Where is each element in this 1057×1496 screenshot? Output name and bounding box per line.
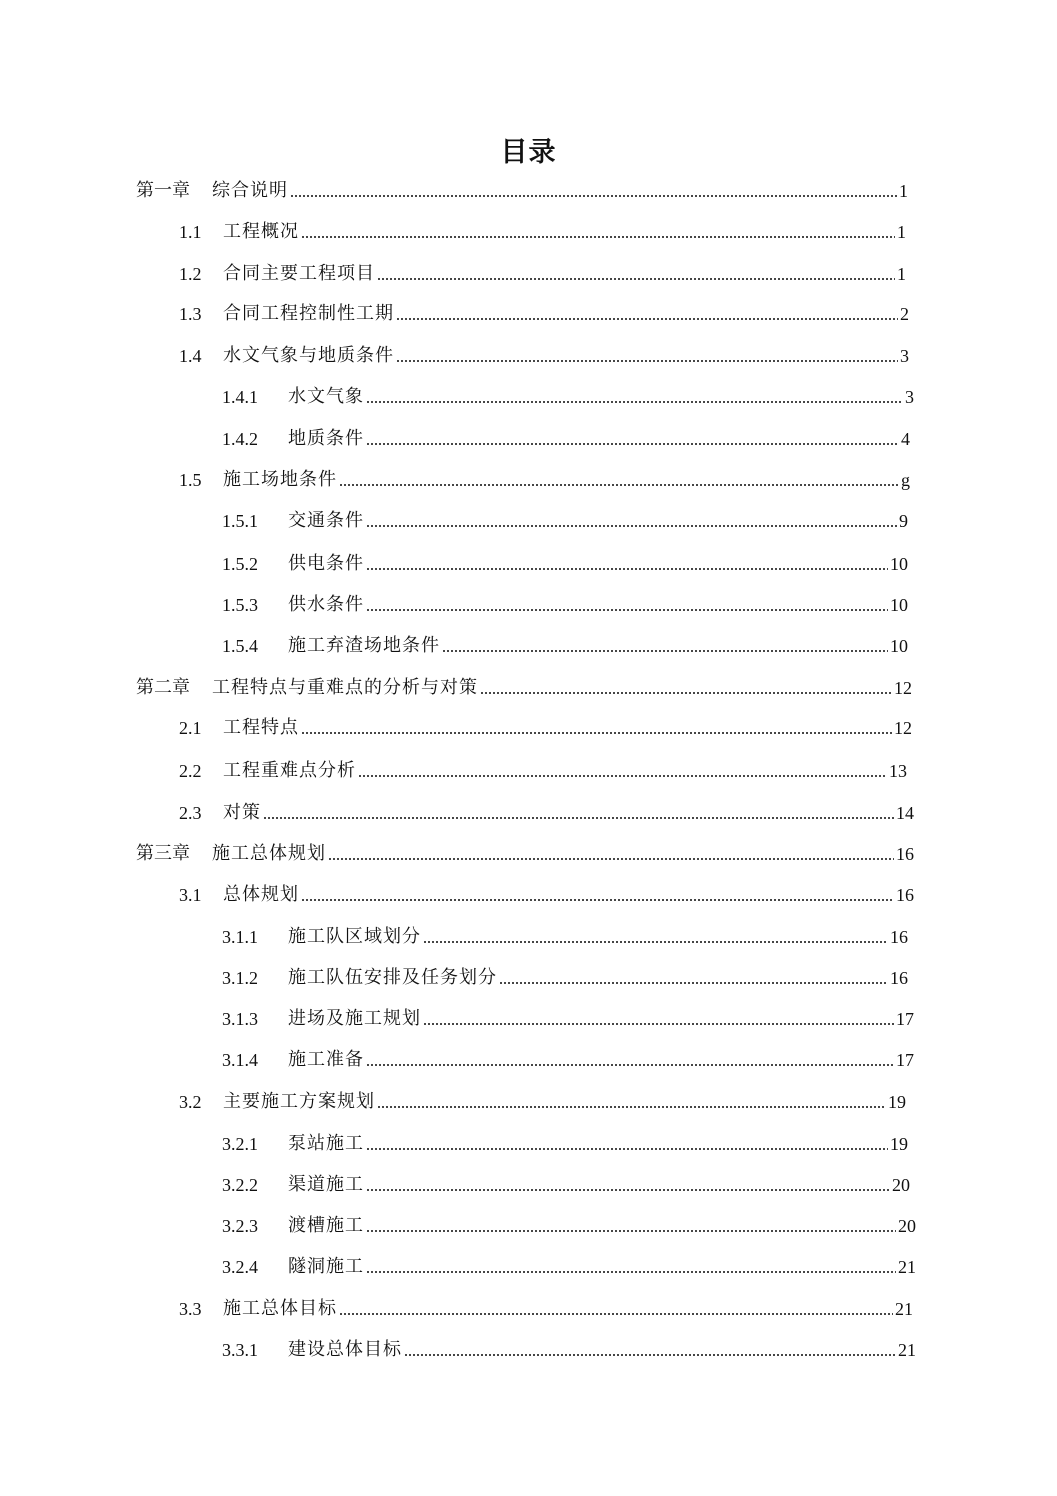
toc-entry-number: 3.2.4 — [222, 1257, 258, 1277]
toc-entry-title: 交通条件 — [288, 510, 364, 531]
toc-entry-title: 合同工程控制性工期 — [223, 303, 394, 324]
toc-entry-page: 20 — [898, 1216, 916, 1236]
toc-dot-leader — [290, 194, 897, 198]
toc-dot-leader — [423, 940, 888, 944]
toc-entry-title: 主要施工方案规划 — [223, 1091, 375, 1112]
toc-entry-2-2[interactable] — [179, 752, 907, 782]
toc-entry-title: 合同主要工程项目 — [223, 263, 375, 284]
toc-entry-1-1[interactable] — [179, 213, 906, 243]
toc-dot-leader — [366, 608, 888, 612]
toc-dot-leader — [423, 1022, 894, 1026]
toc-entry-page: 1 — [897, 222, 906, 242]
toc-entry-3-1-2[interactable] — [222, 959, 908, 989]
toc-entry-title: 工程特点与重难点的分析与对策 — [212, 677, 478, 698]
toc-entry-1-5-1[interactable] — [222, 502, 908, 532]
toc-entry-title: 水文气象与地质条件 — [223, 345, 394, 366]
toc-entry-page: 16 — [896, 885, 914, 905]
toc-entry-number: 1.5.2 — [222, 554, 258, 574]
toc-entry-number: 2.3 — [179, 803, 202, 823]
toc-entry-title: 泵站施工 — [288, 1133, 364, 1154]
toc-entry-number: 3.1.4 — [222, 1050, 258, 1070]
toc-entry-3-3[interactable] — [179, 1290, 913, 1320]
toc-entry-title: 施工准备 — [288, 1049, 364, 1070]
toc-dot-leader — [366, 567, 888, 571]
toc-entry-title: 进场及施工规划 — [288, 1008, 421, 1029]
toc-dot-leader — [366, 442, 899, 446]
toc-entry-3-2[interactable] — [179, 1083, 906, 1113]
toc-entry-page: 3 — [900, 346, 909, 366]
toc-dot-leader — [366, 1229, 896, 1233]
toc-entry-1-4-2[interactable] — [222, 420, 910, 450]
toc-entry-title: 施工弃渣场地条件 — [288, 635, 440, 656]
toc-entry-chapter-3[interactable] — [136, 835, 914, 865]
toc-entry-title: 总体规划 — [223, 884, 299, 905]
toc-entry-title: 工程概况 — [223, 221, 299, 242]
toc-dot-leader — [301, 731, 892, 735]
toc-entry-3-2-4[interactable] — [222, 1248, 916, 1278]
toc-entry-title: 渡槽施工 — [288, 1215, 364, 1236]
toc-entry-page: 9 — [899, 511, 908, 531]
toc-dot-leader — [263, 816, 894, 820]
toc-dot-leader — [396, 359, 898, 363]
toc-entry-number: 2.2 — [179, 761, 202, 781]
toc-entry-1-5[interactable] — [179, 461, 910, 491]
toc-entry-title: 施工队伍安排及任务划分 — [288, 967, 497, 988]
toc-entry-page: 17 — [896, 1009, 914, 1029]
toc-entry-title: 建设总体目标 — [288, 1339, 402, 1360]
toc-entry-title: 渠道施工 — [288, 1174, 364, 1195]
toc-entry-title: 对策 — [223, 802, 261, 823]
toc-dot-leader — [358, 774, 887, 778]
toc-dot-leader — [366, 1147, 888, 1151]
toc-entry-number: 1.4 — [179, 346, 202, 366]
toc-entry-number: 1.5 — [179, 470, 202, 490]
toc-entry-page: 20 — [892, 1175, 910, 1195]
toc-entry-page: 19 — [890, 1134, 908, 1154]
toc-entry-page: 12 — [894, 678, 912, 698]
toc-entry-2-1[interactable] — [179, 709, 912, 739]
toc-entry-title: 供电条件 — [288, 553, 364, 574]
toc-entry-page: 10 — [890, 595, 908, 615]
toc-entry-number: 3.2.3 — [222, 1216, 258, 1236]
toc-entry-page: 1 — [899, 181, 908, 201]
toc-dot-leader — [301, 898, 894, 902]
toc-entry-1-5-3[interactable] — [222, 586, 908, 616]
toc-entry-1-4-1[interactable] — [222, 378, 914, 408]
toc-dot-leader — [366, 1188, 890, 1192]
toc-entry-title: 水文气象 — [288, 386, 364, 407]
toc-entry-page: 17 — [896, 1050, 914, 1070]
toc-entry-3-3-1[interactable] — [222, 1331, 916, 1361]
toc-entry-title: 隧洞施工 — [288, 1256, 364, 1277]
toc-dot-leader — [339, 483, 899, 487]
toc-dot-leader — [442, 649, 888, 653]
toc-entry-1-2[interactable] — [179, 255, 906, 285]
toc-entry-page: 19 — [888, 1092, 906, 1112]
toc-entry-page: 3 — [905, 387, 914, 407]
toc-dot-leader — [366, 524, 897, 528]
toc-entry-page: 4 — [901, 429, 910, 449]
toc-entry-page: 16 — [890, 927, 908, 947]
toc-entry-number: 1.5.3 — [222, 595, 258, 615]
toc-entry-chapter-2[interactable] — [136, 669, 912, 699]
toc-dot-leader — [366, 400, 903, 404]
toc-entry-3-2-2[interactable] — [222, 1166, 910, 1196]
toc-entry-title: 施工队区域划分 — [288, 926, 421, 947]
toc-dot-leader — [377, 1105, 886, 1109]
toc-entry-number: 1.4.2 — [222, 429, 258, 449]
toc-entry-page: g — [901, 470, 910, 490]
toc-dot-leader — [499, 981, 888, 985]
toc-entry-title: 施工总体目标 — [223, 1298, 337, 1319]
toc-entry-page: 1 — [897, 264, 906, 284]
toc-entry-number: 第三章 — [136, 843, 190, 864]
toc-entry-page: 16 — [896, 844, 914, 864]
toc-entry-page: 21 — [895, 1299, 913, 1319]
toc-entry-number: 1.1 — [179, 222, 202, 242]
toc-entry-page: 21 — [898, 1340, 916, 1360]
toc-dot-leader — [480, 691, 892, 695]
toc-entry-title: 施工场地条件 — [223, 469, 337, 490]
toc-entry-1-4[interactable] — [179, 337, 909, 367]
toc-dot-leader — [339, 1312, 893, 1316]
toc-entry-number: 3.2 — [179, 1092, 202, 1112]
toc-entry-1-5-4[interactable] — [222, 627, 908, 657]
toc-entry-title: 地质条件 — [288, 428, 364, 449]
toc-dot-leader — [301, 235, 895, 239]
toc-dot-leader — [396, 317, 898, 321]
toc-entry-3-1[interactable] — [179, 876, 914, 906]
toc-entry-number: 3.1.3 — [222, 1009, 258, 1029]
toc-entry-title: 工程重难点分析 — [223, 760, 356, 781]
toc-entry-number: 3.3.1 — [222, 1340, 258, 1360]
toc-entry-3-1-3[interactable] — [222, 1000, 914, 1030]
toc-entry-page: 16 — [890, 968, 908, 988]
toc-entry-1-5-2[interactable] — [222, 545, 908, 575]
toc-entry-title: 施工总体规划 — [212, 843, 326, 864]
toc-entry-page: 21 — [898, 1257, 916, 1277]
toc-entry-chapter-1[interactable] — [136, 172, 908, 202]
toc-entry-number: 第一章 — [136, 180, 190, 201]
toc-entry-page: 10 — [890, 554, 908, 574]
toc-entry-title: 综合说明 — [212, 180, 288, 201]
toc-entry-number: 1.5.4 — [222, 636, 258, 656]
toc-entry-number: 3.1.1 — [222, 927, 258, 947]
page-title: 目录 — [500, 137, 557, 168]
toc-entry-page: 10 — [890, 636, 908, 656]
toc-entry-title: 供水条件 — [288, 594, 364, 615]
toc-entry-page: 2 — [900, 304, 909, 324]
toc-entry-title: 工程特点 — [223, 717, 299, 738]
toc-entry-3-1-4[interactable] — [222, 1041, 914, 1071]
toc-entry-1-3[interactable] — [179, 295, 909, 325]
toc-entry-page: 13 — [889, 761, 907, 781]
toc-dot-leader — [404, 1353, 896, 1357]
toc-entry-number: 第二章 — [136, 677, 190, 698]
toc-entry-number: 3.2.1 — [222, 1134, 258, 1154]
toc-entry-number: 3.2.2 — [222, 1175, 258, 1195]
toc-entry-2-3[interactable] — [179, 794, 914, 824]
toc-entry-3-1-1[interactable] — [222, 918, 908, 948]
toc-entry-3-2-1[interactable] — [222, 1125, 908, 1155]
toc-entry-3-2-3[interactable] — [222, 1207, 916, 1237]
toc-entry-number: 1.5.1 — [222, 511, 258, 531]
toc-entry-number: 1.4.1 — [222, 387, 258, 407]
toc-entry-number: 3.1.2 — [222, 968, 258, 988]
toc-entry-page: 14 — [896, 803, 914, 823]
toc-dot-leader — [328, 857, 894, 861]
toc-entry-number: 3.3 — [179, 1299, 202, 1319]
toc-entry-number: 3.1 — [179, 885, 202, 905]
toc-dot-leader — [366, 1063, 894, 1067]
toc-dot-leader — [366, 1270, 896, 1274]
toc-entry-number: 1.2 — [179, 264, 202, 284]
toc-dot-leader — [377, 277, 895, 281]
toc-entry-page: 12 — [894, 718, 912, 738]
toc-entry-number: 2.1 — [179, 718, 202, 738]
toc-entry-number: 1.3 — [179, 304, 202, 324]
